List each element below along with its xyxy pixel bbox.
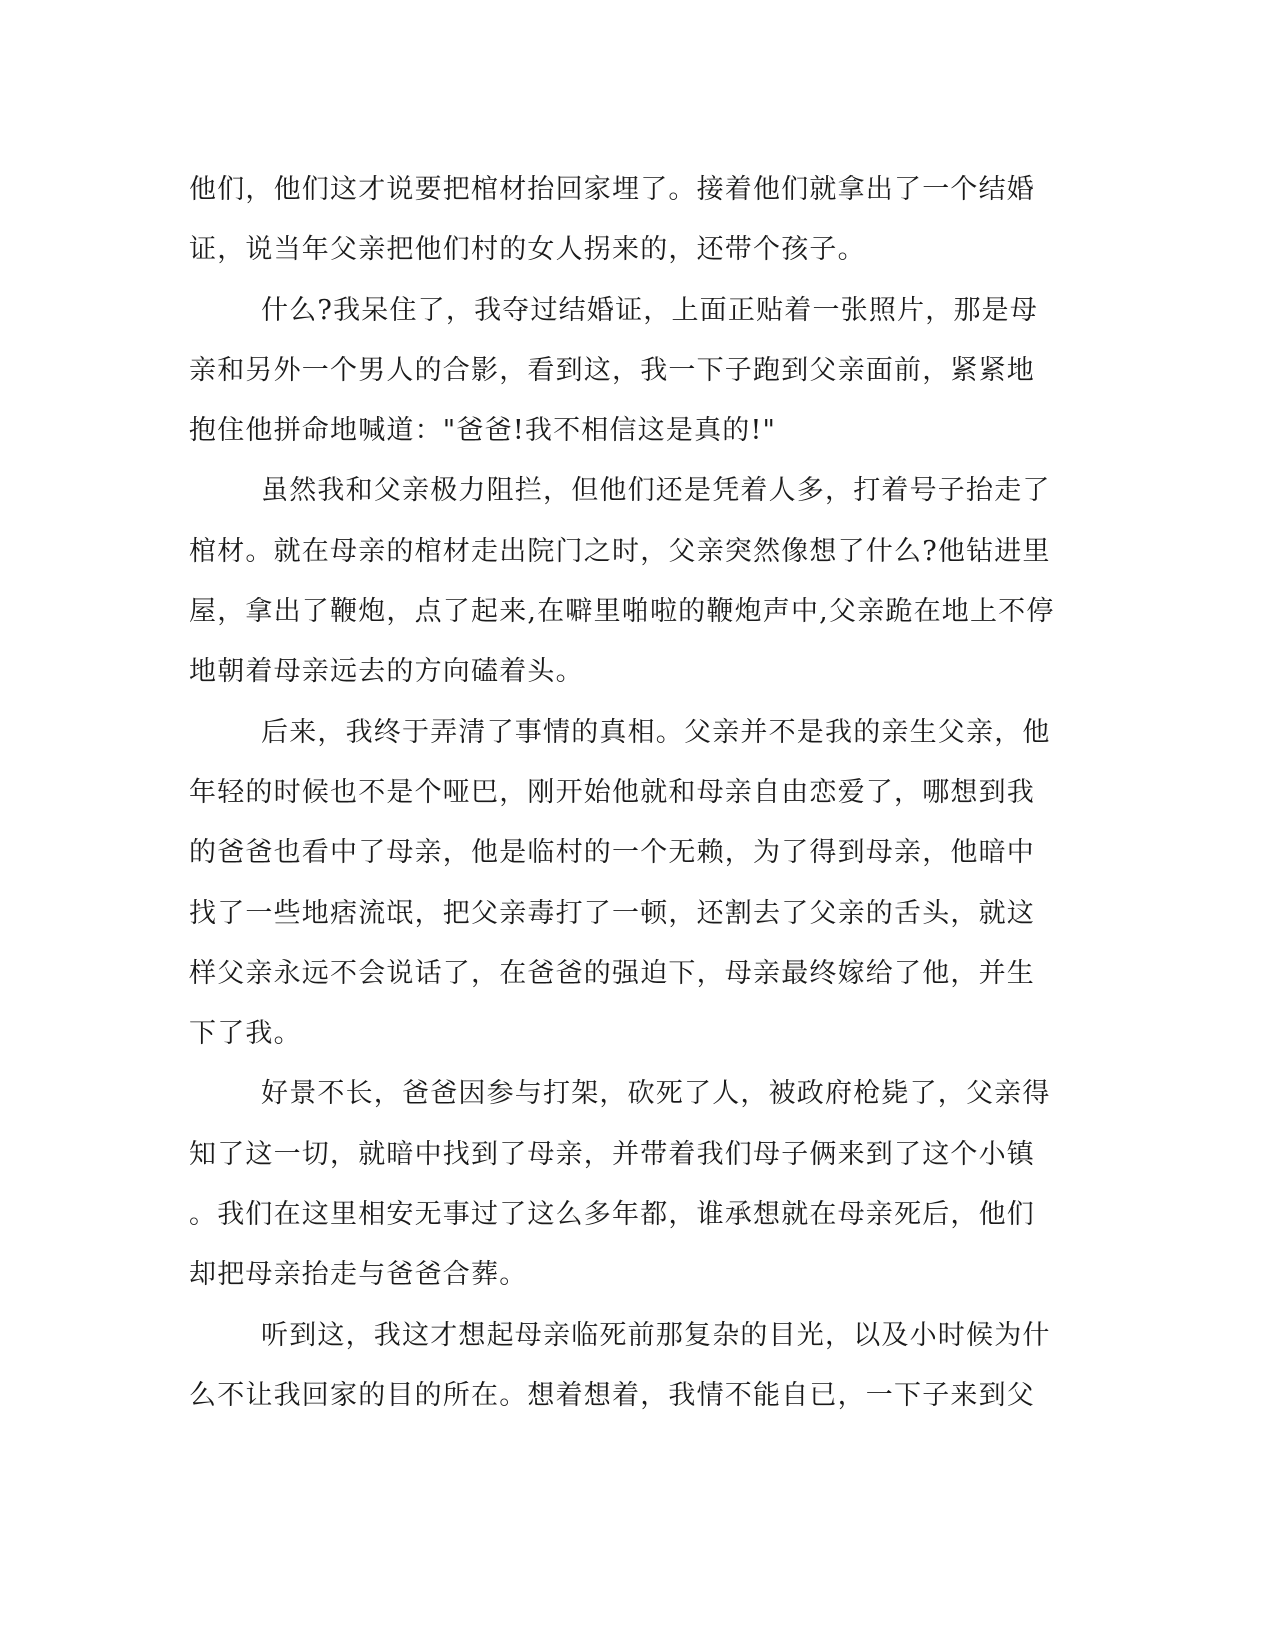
text-line: 屋，拿出了鞭炮，点了起来,在噼里啪啦的鞭炮声中,父亲跪在地上不停 [189,596,1055,628]
body-text [189,160,1099,1426]
text-line: 。我们在这里相安无事过了这么多年都，谁承想就在母亲死后，他们 [189,1199,1035,1231]
text-line: 后来，我终于弄清了事情的真相。父亲并不是我的亲生父亲，他 [261,716,1051,748]
text-line: 他们，他们这才说要把棺材抬回家埋了。接着他们就拿出了一个结婚 [189,174,1035,205]
text-line: 下了我。 [189,1018,302,1050]
text-line: 棺材。就在母亲的棺材走出院门之时，父亲突然像想了什么?他钻进里 [189,535,1051,567]
text-line: 么不让我回家的目的所在。想着想着，我情不能自已，一下子来到父 [189,1379,1035,1411]
text-line: 却把母亲抬走与爸爸合葬。 [189,1259,528,1291]
text-line: 样父亲永远不会说话了，在爸爸的强迫下，母亲最终嫁给了他，并生 [189,957,1035,989]
text-line: 找了一些地痞流氓，把父亲毒打了一顿，还割去了父亲的舌头，就这 [189,897,1035,929]
text-line: 虽然我和父亲极力阻拦，但他们还是凭着人多，打着号子抬走了 [261,475,1051,507]
text-line: 的爸爸也看中了母亲，他是临村的一个无赖，为了得到母亲，他暗中 [189,837,1035,869]
text-line: 什么?我呆住了，我夺过结婚证，上面正贴着一张照片，那是母 [261,294,1039,326]
text-line: 知了这一切，就暗中找到了母亲，并带着我们母子俩来到了这个小镇 [189,1138,1035,1170]
text-line: 亲和另外一个男人的合影，看到这，我一下子跑到父亲面前，紧紧地 [189,354,1035,386]
text-line: 地朝着母亲远去的方向磕着头。 [189,656,584,688]
text-line: 证，说当年父亲把他们村的女人拐来的，还带个孩子。 [189,234,866,266]
text-line: 年轻的时候也不是个哑巴，刚开始他就和母亲自由恋爱了，哪想到我 [189,776,1035,808]
text-line: 好景不长，爸爸因参与打架，砍死了人，被政府枪毙了，父亲得 [261,1078,1051,1110]
text-line: 抱住他拼命地喊道："爸爸!我不相信这是真的!" [189,415,777,447]
text-line: 听到这，我这才想起母亲临死前那复杂的目光，以及小时候为什 [261,1319,1051,1351]
